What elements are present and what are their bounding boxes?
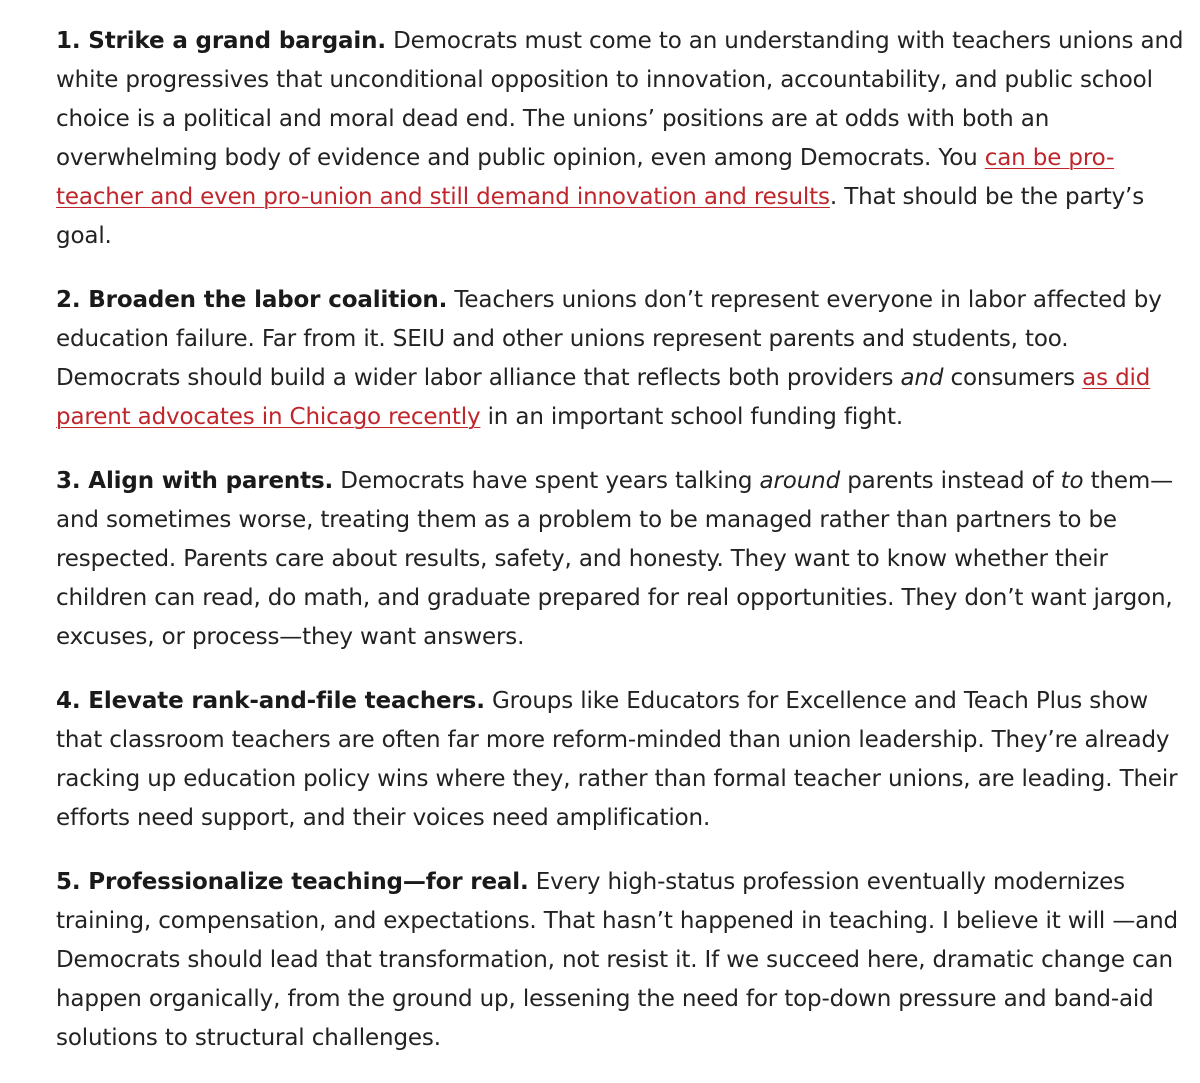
- point-3-emphasis-to: to: [1060, 468, 1084, 494]
- point-4-text-1: Groups like Educators for Excellence and Teach Plus show that classroom teachers are often far more reform-minded than union leadership. They’re already racking up education policy wins where they, rather than formal teacher unions, are leading. Their efforts need support, and their voices need amplification.: [56, 688, 1178, 831]
- point-5-text-1: Every high-status profession eventually modernizes training, compensation, and expectations. That hasn’t happened in teaching. I believe it will —and Democrats should lead that transformation, not resist it. If we succeed here, dramatic change can happen organically, from the ground up, lessening the need for top-down pressure and band-aid solutions to structural challenges.: [56, 869, 1179, 1051]
- point-2-emphasis-and: and: [900, 365, 944, 391]
- point-5-paragraph: [56, 863, 1186, 1058]
- point-4-paragraph: [56, 682, 1186, 838]
- point-4-heading: 4. Elevate rank-and-file teachers.: [56, 688, 485, 714]
- point-2-heading: 2. Broaden the labor coalition.: [56, 287, 448, 313]
- point-1-text-1: Democrats must come to an understanding with teachers unions and white progressives that unconditional opposition to innovation, accountability, and public school choice is a political and moral dead end. The unions’ positions are at odds with both an overwhelming body of evidence and public opinion, even among Democrats. You: [56, 28, 1184, 171]
- point-2-text-2: consumers: [943, 365, 1083, 391]
- pro-teacher-innovation-link[interactable]: can be pro-teacher and even pro-union and still demand innovation and results: [56, 145, 1115, 210]
- point-1-text-2: . That should be the party’s goal.: [56, 184, 1145, 249]
- chicago-parent-advocates-link[interactable]: as did parent advocates in Chicago recently: [56, 365, 1151, 430]
- article-body: [56, 22, 1186, 1083]
- point-3-text-2: parents instead of: [840, 468, 1061, 494]
- point-3-paragraph: [56, 462, 1186, 657]
- point-3-text-3: them—and sometimes worse, treating them as a problem to be managed rather than partners to be respected. Parents care about results, safety, and honesty. They want to know whether their children can read, do math, and graduate prepared for real opportunities. They don’t want jargon, excuses, or process—they want answers.: [56, 468, 1173, 650]
- point-2-text-1: Teachers unions don’t represent everyone in labor affected by education failure. Far from it. SEIU and other unions represent parents and students, too. Democrats should build a wider labor alliance that reflects both providers: [56, 287, 1162, 391]
- point-5-heading: 5. Professionalize teaching—for real.: [56, 869, 529, 895]
- point-3-text-1: Democrats have spent years talking: [333, 468, 760, 494]
- point-3-emphasis-around: around: [759, 468, 841, 494]
- point-3-heading: 3. Align with parents.: [56, 468, 334, 494]
- point-2-text-3: in an important school funding fight.: [480, 404, 903, 430]
- point-1-heading: 1. Strike a grand bargain.: [56, 28, 386, 54]
- point-2-paragraph: [56, 281, 1186, 437]
- point-1-paragraph: [56, 22, 1186, 256]
